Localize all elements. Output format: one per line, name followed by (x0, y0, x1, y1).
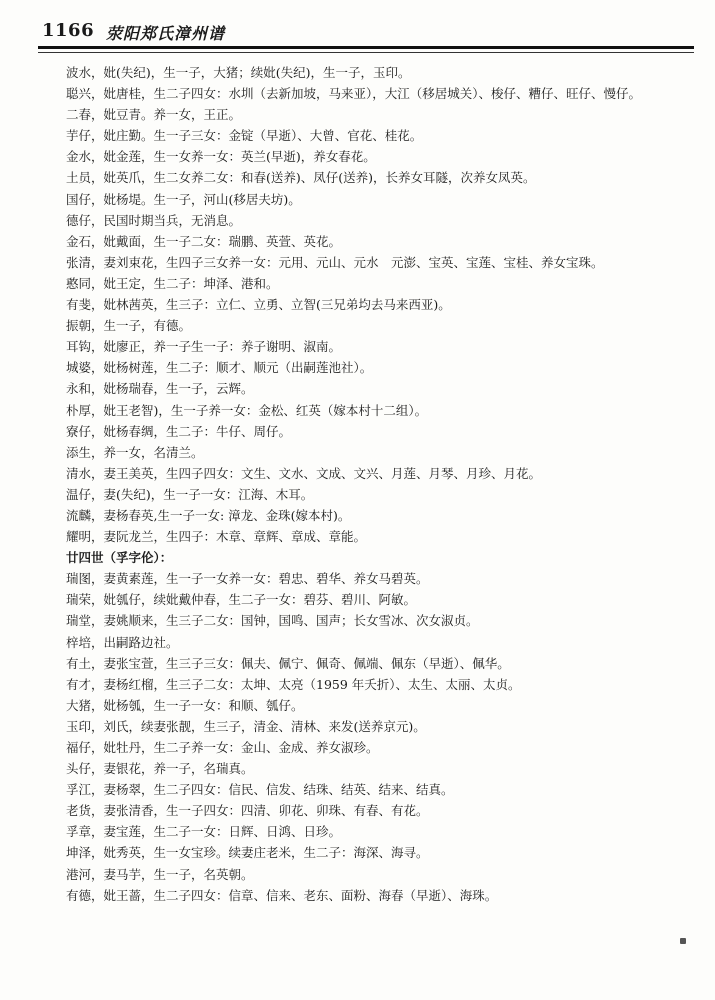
genealogy-entry: 温仔，妻(失纪)，生一子一女：江海、木耳。 (66, 486, 314, 502)
genealogy-entry: 朴厚，妣王老智)，生一子养一女：金松、红英（嫁本村十二组）。 (66, 402, 428, 418)
genealogy-entry: 德仔，民国时期当兵，无消息。 (66, 212, 242, 228)
genealogy-entry: 聪兴，妣唐桂，生二子四女：水圳（去新加坡，马来亚），大江（移居城关）、梭仔、糟仔、旺仔、慢仔。 (66, 86, 642, 102)
genealogy-entry: 头仔，妻银花，养一子，名瑞真。 (66, 761, 254, 777)
genealogy-entry: 有德，妣王蔷，生二子四女：信章、信来、老东、面粉、海春（早逝）、海珠。 (66, 887, 498, 903)
genealogy-entry: 孚章，妻宝莲，生二子一女：日辉、日鸿、日珍。 (66, 824, 342, 840)
scan-speck (680, 938, 686, 944)
genealogy-text (40, 62, 690, 906)
genealogy-entry: 孚江，妻杨翠，生二子四女：信民、信发、结珠、结英、结来、结真。 (66, 782, 454, 798)
genealogy-entry: 二春，妣豆青。养一女，王正。 (66, 107, 242, 123)
genealogy-entry: 土员，妣英爪，生二女养二女：和春(送养)、凤仔(送养)，长养女耳隧，次养女凤英。 (66, 170, 536, 186)
genealogy-entry: 寮仔，妣杨春绸，生二子：牛仔、周仔。 (66, 423, 292, 439)
genealogy-entry: 城婆，妣杨树莲，生二子：顺才、顺元（出嗣莲池社）。 (66, 360, 373, 376)
genealogy-entry: 梓培，出嗣路边社。 (66, 634, 179, 650)
generation-heading: 廿四世（孚字伦）： (66, 550, 173, 566)
genealogy-entry: 波水，妣(失纪)，生一子，大猪；续妣(失纪)，生一子，玉印。 (66, 65, 411, 80)
genealogy-entry: 振朝，生一子，有德。 (66, 318, 192, 334)
genealogy-entry: 张清，妻刘束花，生四子三女养一女：元用、元山、元水 元澎、宝英、宝莲、宝桂、养女宝珠。 (66, 254, 604, 270)
genealogy-entry: 玉印，刘氏，续妻张靓，生三子，清金、清林、来发(送养京元)。 (66, 718, 426, 734)
header-rule-thick (38, 46, 694, 49)
genealogy-entry: 福仔，妣牡丹，生二子养一女：金山、金成、养女淑珍。 (66, 740, 379, 755)
genealogy-entry: 耀明，妻阮龙兰，生四子：木章、章辉、章成、章能。 (66, 529, 367, 545)
genealogy-entry: 流麟，妻杨春英,生一子一女: 漳龙、金珠(嫁本村)。 (66, 507, 351, 523)
genealogy-entry: 国仔，妣杨堤。生一子，河山(移居夫坊)。 (66, 191, 301, 207)
genealogy-entry: 有才，妻杨红榴，生三子二女：太坤、太亮（1959 年夭折）、太生、太丽、太贞。 (66, 676, 521, 692)
genealogy-entry: 有土，妻张宝萱，生三子三女：佩夫、佩宁、佩奇、佩端、佩东（早逝）、佩华。 (66, 655, 510, 671)
genealogy-entry: 大猪，妣杨瓠，生一子一女：和顺、瓠仔。 (66, 697, 304, 713)
genealogy-entry: 芋仔，妣庄勤。生一子三女：金锭（早逝）、大曾、官花、桂花。 (66, 128, 423, 144)
genealogy-entry: 清水，妻王美英，生四子四女：文生、文水、文成、文兴、月莲、月琴、月珍、月花。 (66, 465, 542, 481)
genealogy-entry: 瑞荣，妣瓠仔，续妣戴仲春，生二子一女：碧芬、碧川、阿敏。 (66, 592, 417, 608)
genealogy-entry: 添生，养一女，名清兰。 (66, 444, 204, 460)
genealogy-entry: 金石，妣戴面，生一子二女：瑞鹏、英萱、英花。 (66, 233, 342, 249)
genealogy-entry: 憨同，妣王定，生二子：坤泽、港和。 (66, 275, 279, 291)
genealogy-entry: 有斐，妣林茜英，生三子：立仁、立勇、立智(三兄弟均去马来西亚)。 (66, 297, 451, 313)
header-rule-thin (38, 52, 694, 53)
genealogy-entry: 坤泽，妣秀英，生一女宝珍。续妻庄老米，生二子：海深、海寻。 (66, 845, 429, 861)
page-number: 1166 (42, 20, 95, 41)
genealogy-entry: 耳钩，妣廖正，养一子生一子：养子谢明、淑南。 (66, 339, 342, 355)
genealogy-entry: 港河，妻马芋，生一子，名英朝。 (66, 866, 254, 882)
page-header (38, 16, 698, 46)
genealogy-entry: 瑞图，妻黄素莲，生一子一女养一女：碧忠、碧华、养女马碧英。 (66, 571, 429, 587)
genealogy-entry: 老货，妻张清香，生一子四女：四清、卯花、卯珠、有春、有花。 (66, 803, 429, 819)
genealogy-entry: 金水，妣金莲，生一女养一女：英兰(早逝)，养女春花。 (66, 149, 376, 165)
genealogy-entry: 永和，妣杨瑞春，生一子，云辉。 (66, 381, 254, 397)
book-title: 荥阳郑氏漳州谱 (106, 24, 226, 43)
genealogy-entry: 瑞堂，妻姚顺来，生三子二女：国钟，国鸣、国声；长女雪冰、次女淑贞。 (66, 613, 479, 629)
